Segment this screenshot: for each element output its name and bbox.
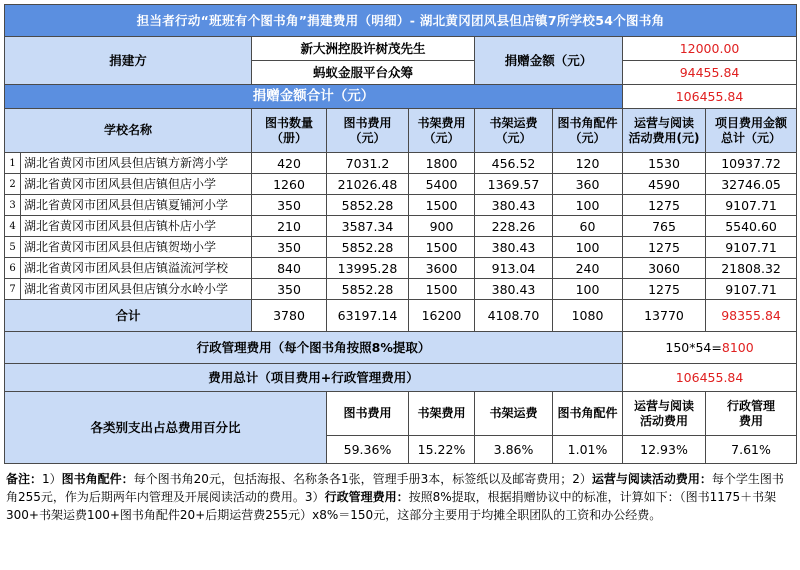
donation-total-label: 捐赠金额合计（元）	[5, 85, 623, 109]
col-school: 学校名称	[5, 109, 252, 153]
shelf-fee: 900	[409, 216, 475, 237]
sum-shipping: 4108.70	[475, 300, 553, 332]
col-operations: 运营与阅读 活动费用(元)	[623, 109, 706, 153]
book-count: 1260	[252, 174, 327, 195]
spreadsheet	[4, 4, 796, 524]
book-fee: 21026.48	[327, 174, 409, 195]
grand-total-value: 106455.84	[623, 364, 797, 392]
row-index: 6	[5, 258, 21, 279]
school-name: 湖北省黄冈市团风县但店镇朴店小学	[21, 216, 252, 237]
operations-fee: 1275	[623, 279, 706, 300]
shelf-shipping: 380.43	[475, 279, 553, 300]
row-index: 7	[5, 279, 21, 300]
admin-fee-label: 行政管理费用（每个图书角按照8%提取）	[5, 332, 623, 364]
school-name: 湖北省黄冈市团风县但店镇分水岭小学	[21, 279, 252, 300]
col-accessory: 图书角配件 （元）	[553, 109, 623, 153]
percent-label: 各类别支出占总费用百分比	[5, 392, 327, 464]
sum-total: 98355.84	[706, 300, 797, 332]
shelf-fee: 1500	[409, 195, 475, 216]
footnote: 备注：1）图书角配件：每个图书角20元，包括海报、名称条各1张，管理手册3本，标签纸以及邮寄费用；2）运营与阅读活动费用：每个学生图书角255元，作为后期两年内管理及开展阅读活动的费用。3）行政管理费用：按照8%提取，根据捐赠协议中的标准，计算如下：（图书1175＋书架300+书架运费100+图书角配件20+后期运营费255元）x8%＝150元，这部分主要用于均摊全职团队的工资和办公经费。	[6, 472, 784, 522]
project-total: 9107.71	[706, 195, 797, 216]
table-row	[5, 153, 797, 174]
donor-label: 捐建方	[5, 37, 252, 85]
book-fee: 5852.28	[327, 237, 409, 258]
book-count: 210	[252, 216, 327, 237]
project-total: 21808.32	[706, 258, 797, 279]
sum-label: 合计	[5, 300, 252, 332]
donor-amount: 12000.00	[623, 37, 797, 61]
shelf-fee: 1500	[409, 237, 475, 258]
percent-col-shelf: 书架费用	[409, 392, 475, 436]
row-index: 5	[5, 237, 21, 258]
project-total: 32746.05	[706, 174, 797, 195]
donor-name: 新大洲控股许树茂先生	[252, 37, 475, 61]
accessory-fee: 360	[553, 174, 623, 195]
table-row	[5, 258, 797, 279]
shelf-shipping: 380.43	[475, 195, 553, 216]
col-shelf-shipping: 书架运费 （元）	[475, 109, 553, 153]
row-index: 4	[5, 216, 21, 237]
table-row	[5, 195, 797, 216]
book-fee: 7031.2	[327, 153, 409, 174]
project-total: 9107.71	[706, 237, 797, 258]
operations-fee: 3060	[623, 258, 706, 279]
book-count: 350	[252, 195, 327, 216]
row-index: 2	[5, 174, 21, 195]
table-row	[5, 237, 797, 258]
shelf-fee: 5400	[409, 174, 475, 195]
school-name: 湖北省黄冈市团风县但店镇但店小学	[21, 174, 252, 195]
percent-admin: 7.61%	[706, 436, 797, 464]
shelf-shipping: 456.52	[475, 153, 553, 174]
book-count: 840	[252, 258, 327, 279]
col-book-count: 图书数量 （册）	[252, 109, 327, 153]
operations-fee: 1530	[623, 153, 706, 174]
shelf-fee: 1500	[409, 279, 475, 300]
sum-shelf-fee: 16200	[409, 300, 475, 332]
table-row	[5, 279, 797, 300]
shelf-fee: 1800	[409, 153, 475, 174]
shelf-shipping: 228.26	[475, 216, 553, 237]
sum-accessory: 1080	[553, 300, 623, 332]
donor-amount: 94455.84	[623, 61, 797, 85]
accessory-fee: 100	[553, 195, 623, 216]
operations-fee: 1275	[623, 237, 706, 258]
donation-total-value: 106455.84	[623, 85, 797, 109]
book-fee: 5852.28	[327, 279, 409, 300]
percent-col-operations: 运营与阅读 活动费用	[623, 392, 706, 436]
shelf-shipping: 1369.57	[475, 174, 553, 195]
sum-row	[5, 300, 797, 332]
project-total: 9107.71	[706, 279, 797, 300]
admin-fee-value: 150*54=8100	[623, 332, 797, 364]
sum-books: 3780	[252, 300, 327, 332]
table-row	[5, 216, 797, 237]
school-name: 湖北省黄冈市团风县但店镇夏铺河小学	[21, 195, 252, 216]
book-fee: 13995.28	[327, 258, 409, 279]
donor-name: 蚂蚁金服平台众筹	[252, 61, 475, 85]
operations-fee: 765	[623, 216, 706, 237]
percent-col-shipping: 书架运费	[475, 392, 553, 436]
book-count: 350	[252, 279, 327, 300]
shelf-fee: 3600	[409, 258, 475, 279]
accessory-fee: 60	[553, 216, 623, 237]
sum-book-fee: 63197.14	[327, 300, 409, 332]
percent-col-accessory: 图书角配件	[553, 392, 623, 436]
percent-operations: 12.93%	[623, 436, 706, 464]
percent-accessory: 1.01%	[553, 436, 623, 464]
accessory-fee: 240	[553, 258, 623, 279]
col-shelf-fee: 书架费用 （元）	[409, 109, 475, 153]
school-name: 湖北省黄冈市团风县但店镇方新湾小学	[21, 153, 252, 174]
sum-operations: 13770	[623, 300, 706, 332]
col-project-total: 项目费用金额 总计（元）	[706, 109, 797, 153]
percent-col-admin: 行政管理 费用	[706, 392, 797, 436]
percent-book: 59.36%	[327, 436, 409, 464]
school-name: 湖北省黄冈市团风县但店镇溢流河学校	[21, 258, 252, 279]
percent-shelf: 15.22%	[409, 436, 475, 464]
cost-table	[4, 4, 797, 464]
shelf-shipping: 380.43	[475, 237, 553, 258]
accessory-fee: 120	[553, 153, 623, 174]
accessory-fee: 100	[553, 237, 623, 258]
project-total: 5540.60	[706, 216, 797, 237]
accessory-fee: 100	[553, 279, 623, 300]
donation-amount-label: 捐赠金额（元）	[475, 37, 623, 85]
book-count: 350	[252, 237, 327, 258]
percent-shipping: 3.86%	[475, 436, 553, 464]
operations-fee: 1275	[623, 195, 706, 216]
book-count: 420	[252, 153, 327, 174]
grand-total-label: 费用总计（项目费用+行政管理费用）	[5, 364, 623, 392]
book-fee: 5852.28	[327, 195, 409, 216]
row-index: 1	[5, 153, 21, 174]
book-fee: 3587.34	[327, 216, 409, 237]
percent-col-book: 图书费用	[327, 392, 409, 436]
col-book-fee: 图书费用 （元）	[327, 109, 409, 153]
project-total: 10937.72	[706, 153, 797, 174]
table-row	[5, 174, 797, 195]
page-title: 担当者行动“班班有个图书角”捐建费用（明细）- 湖北黄冈团风县但店镇7所学校54个图书角	[5, 5, 797, 37]
operations-fee: 4590	[623, 174, 706, 195]
shelf-shipping: 913.04	[475, 258, 553, 279]
row-index: 3	[5, 195, 21, 216]
school-name: 湖北省黄冈市团风县但店镇贺坳小学	[21, 237, 252, 258]
